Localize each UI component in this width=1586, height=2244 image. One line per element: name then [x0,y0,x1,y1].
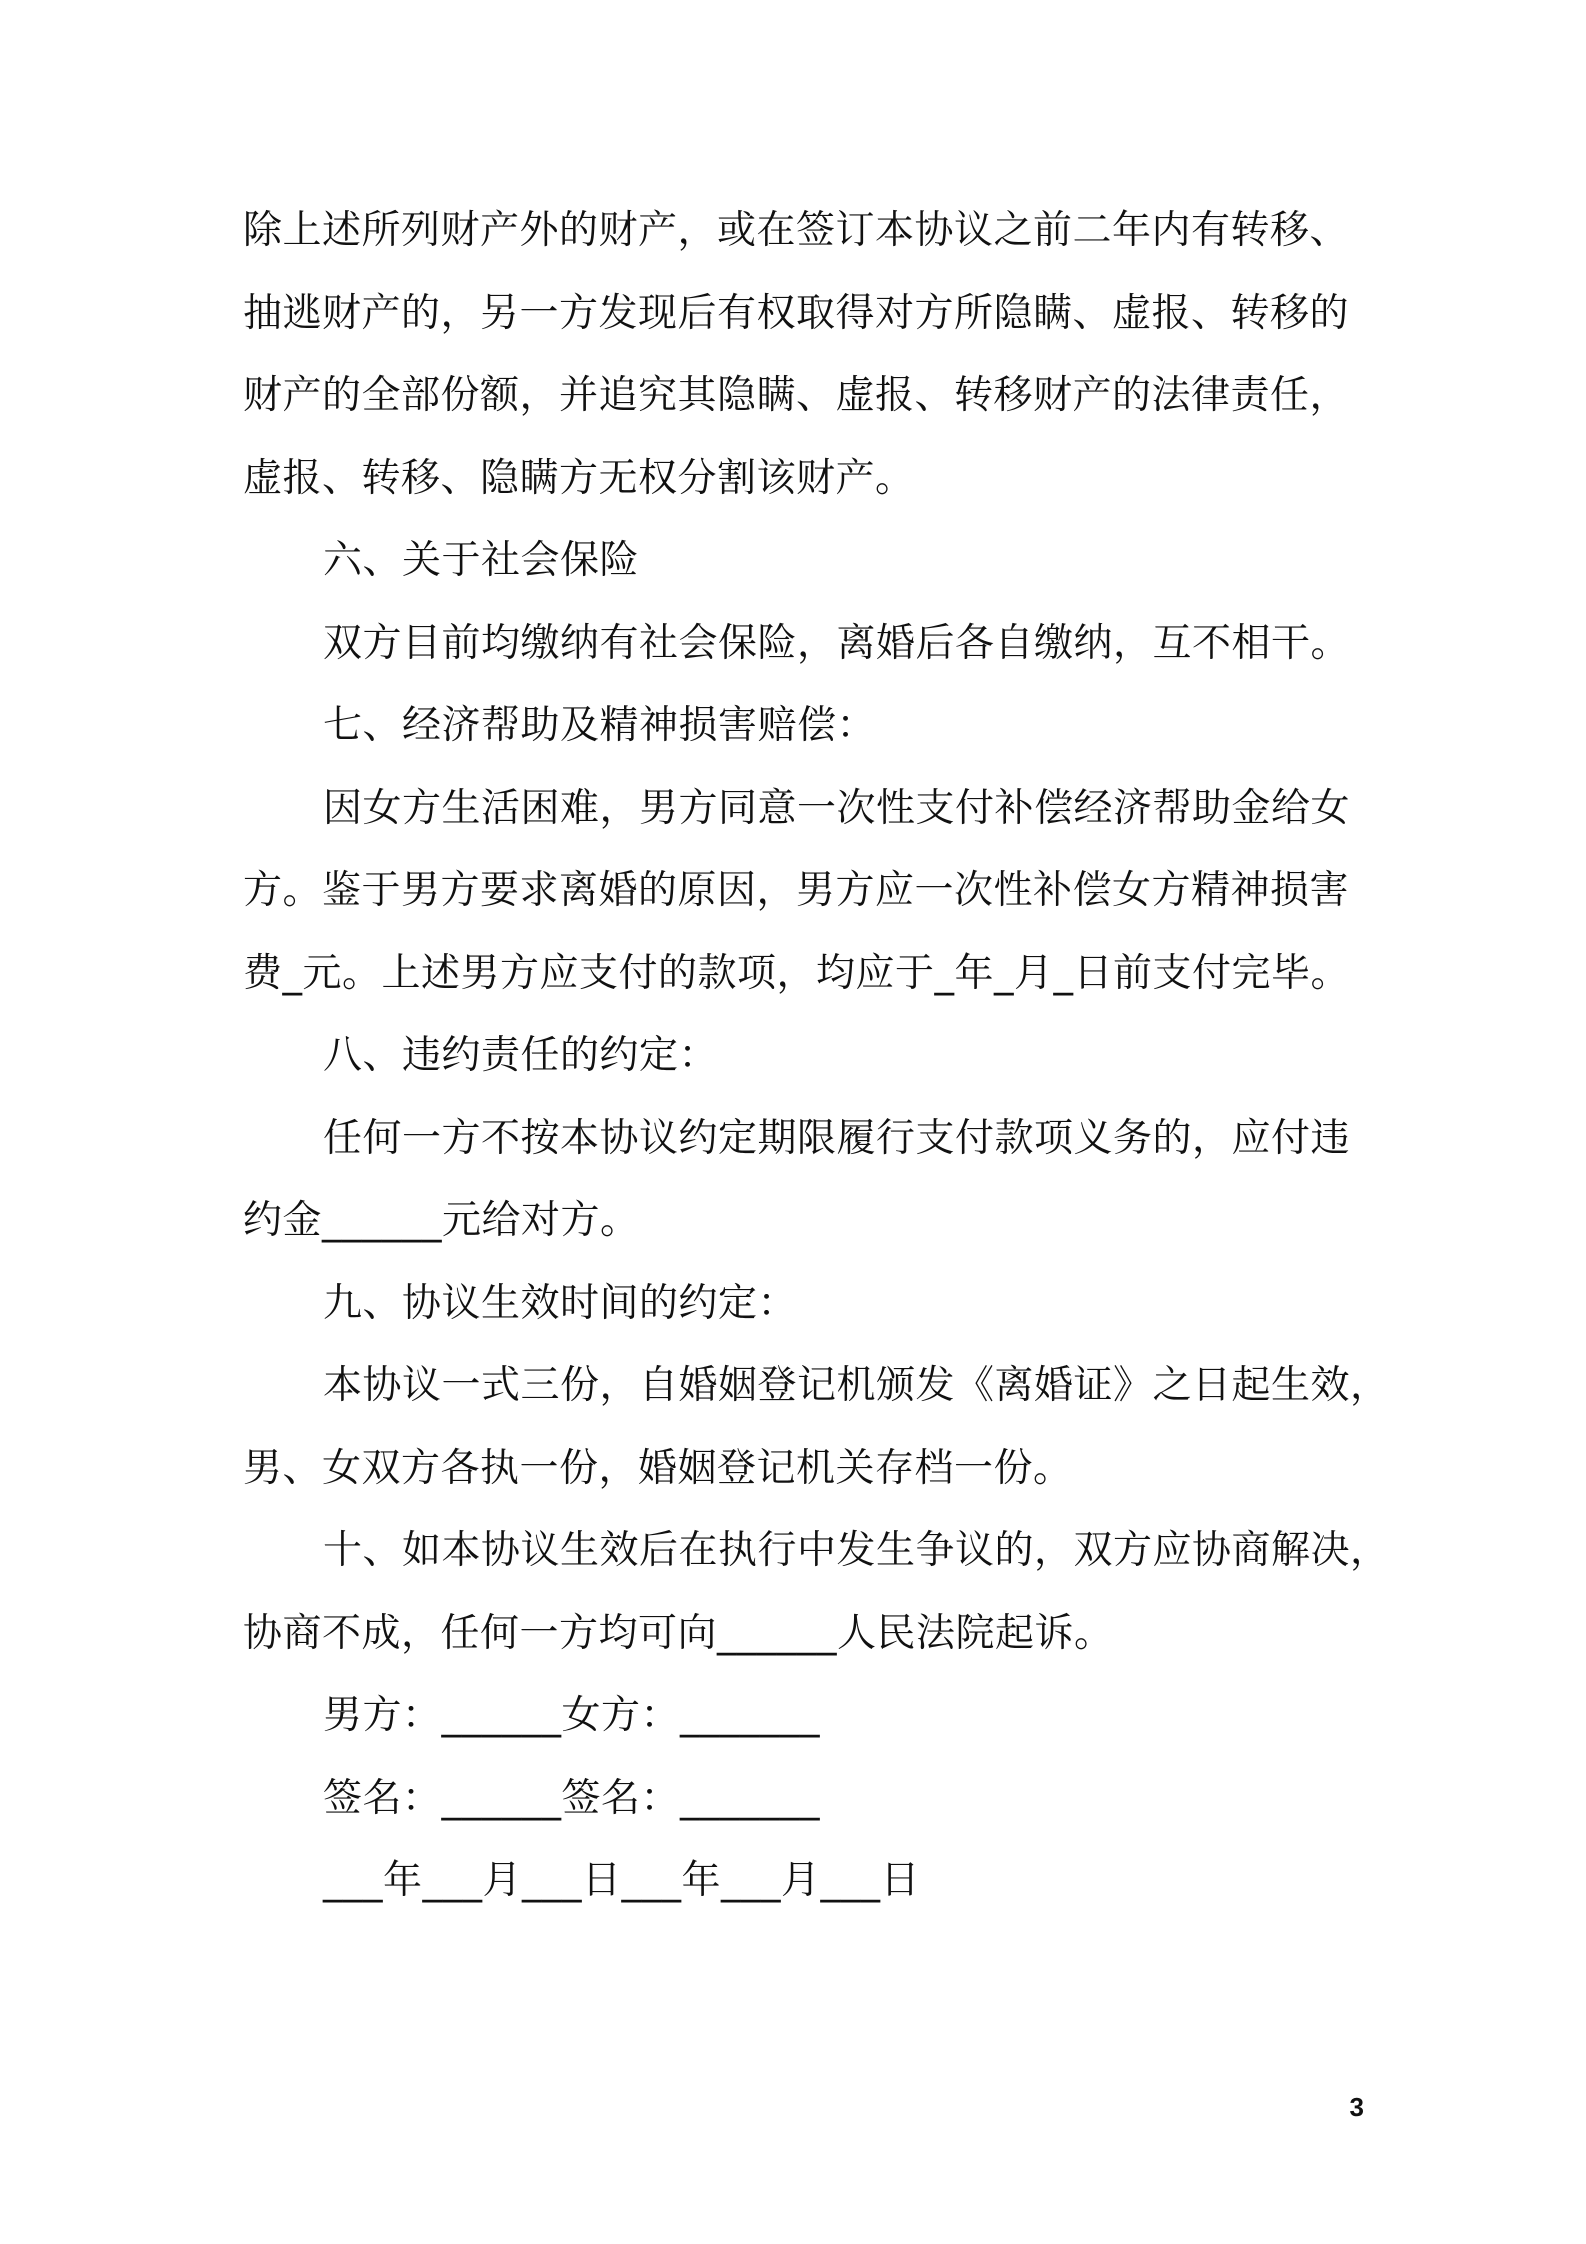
section-heading-economic-aid: 七、经济帮助及精神损害赔偿： [323,703,877,748]
paragraph-line: 费_元。上述男方应支付的款项，均应于_年_月_日前支付完毕。 [243,951,1351,996]
signature-dates-line: ___年___月___日___年___月___日 [323,1858,921,1903]
paragraph-line: 虚报、转移、隐瞒方无权分割该财产。 [243,456,915,501]
section-heading-breach: 八、违约责任的约定： [323,1033,719,1078]
paragraph-line: 财产的全部份额，并追究其隐瞒、虚报、转移财产的法律责任， [243,373,1350,418]
paragraph-line: 约金______元给对方。 [243,1198,640,1243]
paragraph-line: 方。鉴于男方要求离婚的原因，男方应一次性补偿女方精神损害 [243,868,1350,913]
paragraph-line: 男、女双方各执一份，婚姻登记机关存档一份。 [243,1446,1073,1491]
paragraph-line: 任何一方不按本协议约定期限履行支付款项义务的，应付违 [323,1116,1351,1161]
paragraph-line: 因女方生活困难，男方同意一次性支付补偿经济帮助金给女 [323,786,1351,831]
paragraph-line: 协商不成，任何一方均可向______人民法院起诉。 [243,1611,1114,1656]
section-heading-effective-time: 九、协议生效时间的约定： [323,1281,798,1326]
paragraph-line: 抽逃财产的，另一方发现后有权取得对方所隐瞒、虚报、转移的 [243,291,1350,336]
page-number: 3 [1349,2092,1364,2122]
paragraph-line: 双方目前均缴纳有社会保险，离婚后各自缴纳，互不相干。 [323,621,1351,666]
section-heading-social-insurance: 六、关于社会保险 [323,538,640,583]
paragraph-line: 本协议一式三份，自婚姻登记机颁发《离婚证》之日起生效， [323,1363,1390,1408]
signature-names-line: 签名：______签名：_______ [323,1776,821,1821]
section-heading-disputes: 十、如本协议生效后在执行中发生争议的，双方应协商解决， [323,1528,1390,1573]
signature-parties-line: 男方：______女方：_______ [323,1693,821,1738]
paragraph-line: 除上述所列财产外的财产，或在签订本协议之前二年内有转移、 [243,208,1350,253]
